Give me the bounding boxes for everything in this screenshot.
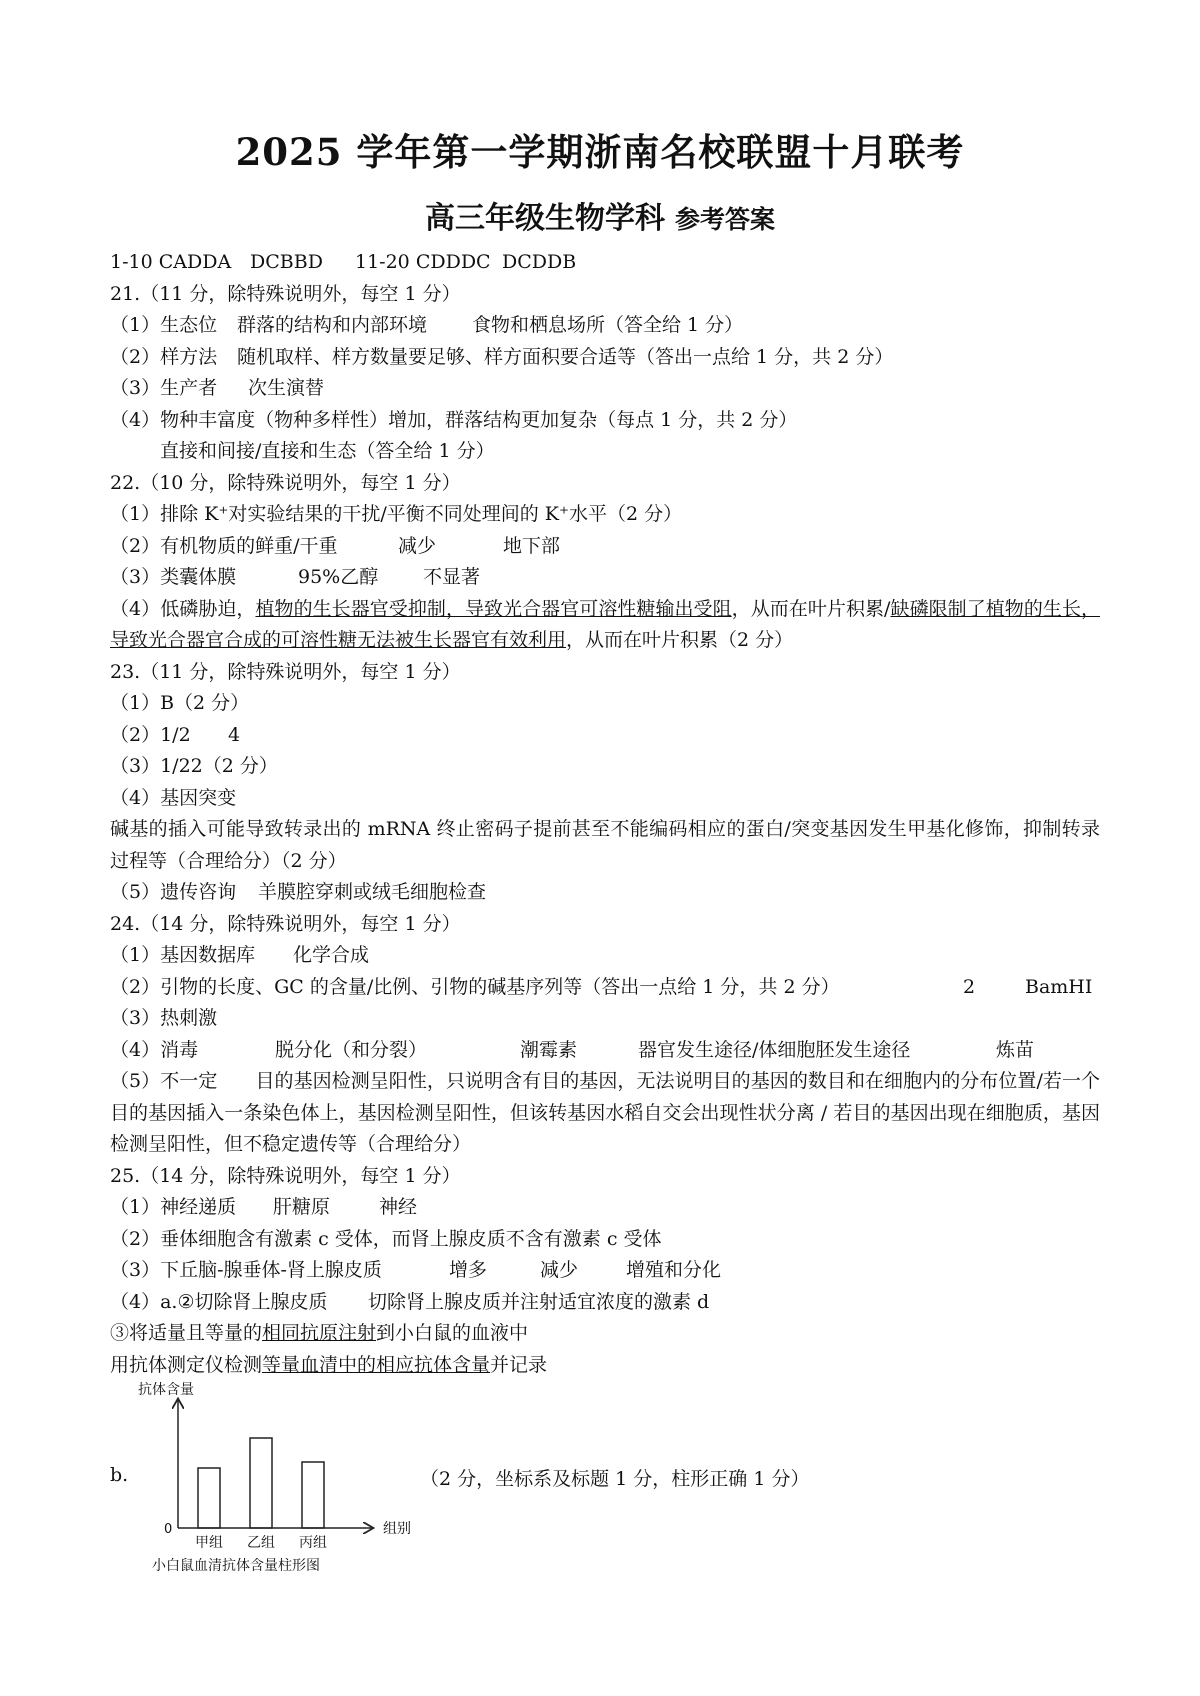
q25-p4c-b: 相同抗原注射 (262, 1322, 377, 1344)
q24-p4-a: （4）消毒 (110, 1038, 199, 1061)
q25-p4c-c: 到小白鼠的血液中 (376, 1322, 529, 1344)
q24-p2-a: （2）引物的长度、GC 的含量/比例、引物的碱基序列等（答出一点给 1 分，共 2 分） (110, 975, 840, 998)
q22-p2 (110, 531, 1100, 563)
chart-bar-3 (302, 1462, 324, 1528)
q25-p4-a: （4）a.②切除肾上腺皮质 (110, 1290, 328, 1313)
chart-origin-label: 0 (164, 1522, 173, 1537)
q24-p2-b: 2 (963, 975, 976, 998)
q22-p3-a: （3）类囊体膜 (110, 566, 237, 588)
q25-p1 (110, 1192, 1100, 1224)
chart-b-label: b. (110, 1464, 129, 1486)
q25-p1-c: 神经 (379, 1196, 418, 1218)
q22-p4-c: ，从而在叶片积累/ (731, 597, 891, 620)
chart-scoring-note: （2 分，坐标系及标题 1 分，柱形正确 1 分） (420, 1468, 810, 1490)
q22-p2-c: 地下部 (503, 534, 561, 557)
q21-p2-a: （2）样方法 (110, 345, 218, 368)
subtitle-tag: 参考答案 (674, 205, 775, 234)
q24-p4-c: 潮霉素 (520, 1038, 578, 1061)
chart-ylabel: 抗体含量 (138, 1382, 194, 1398)
q22-p4-e: ，从而在叶片积累（2 分） (566, 629, 794, 651)
q24-p2 (110, 972, 1100, 1004)
mc-answers (110, 247, 1100, 279)
q22-p4 (110, 594, 1100, 657)
q23-p5 (110, 877, 1100, 909)
q22-p3-c: 不显著 (423, 566, 481, 588)
q22-p2-b: 减少 (398, 534, 437, 557)
q24-p5: （5）不一定 目的基因检测呈阳性，只说明含有目的基因，无法说明目的基因的数目和在细胞内的分布位置/若一个目的基因插入一条染色体上，基因检测呈阳性，但该转基因水稻自交会出现性状分离 / 若目的基因出现在细胞质，基因检测呈阳性，但不稳定遗传等（合理给分） (110, 1070, 1100, 1155)
q24-p1 (110, 940, 1100, 972)
q21-p3-a: （3）生产者 (110, 377, 218, 399)
q23-p3: （3）1/22（2 分） (110, 755, 278, 777)
page-title: 2025 学年第一学期浙南名校联盟十月联考 (235, 130, 965, 174)
chart-svg (100, 1378, 430, 1578)
mc-1-5: 1-10 CADDA (110, 251, 232, 273)
q21-head: 21.（11 分，除特殊说明外，每空 1 分） (110, 282, 461, 305)
chart-category-label-3: 丙组 (299, 1535, 327, 1551)
q24-p1-a: （1）基因数据库 (110, 944, 256, 966)
q24-p4 (110, 1035, 1100, 1067)
antibody-bar-chart (100, 1378, 430, 1578)
q25-p4c (110, 1318, 1100, 1350)
chart-title: 小白鼠血清抗体含量柱形图 (152, 1558, 320, 1574)
q21-p3-b: 次生演替 (248, 377, 325, 399)
q21-p1-a: （1）生态位 (110, 314, 218, 336)
q25-p1-b: 肝糖原 (273, 1196, 331, 1218)
q23-p2-b: 4 (228, 723, 241, 746)
q23-p2 (110, 720, 1100, 752)
q21-p1-c: 食物和栖息场所（答全给 1 分） (472, 314, 744, 336)
q22-p3-b: 95%乙醇 (298, 566, 379, 588)
q25-p4d (110, 1350, 1100, 1382)
q21-p2 (110, 342, 1100, 374)
q25-p4-b: 切除肾上腺皮质并注射适宜浓度的激素 d (368, 1290, 710, 1313)
q23-p2-a: （2）1/2 (110, 723, 191, 746)
q24-p4-e: 炼苗 (996, 1038, 1035, 1061)
q25-p4c-a: ③将适量且等量的 (110, 1322, 263, 1344)
q23-p4b: 碱基的插入可能导致转录出的 mRNA 终止密码子提前甚至不能编码相应的蛋白/突变基因发生甲基化修饰，抑制转录过程等（合理给分）（2 分） (110, 818, 1100, 872)
q25-p4d-c: 并记录 (490, 1353, 548, 1376)
q22-p4-b: 植物的生长器官受抑制，导致光合器官可溶性糖输出受阻 (255, 597, 732, 620)
q25-p4d-b: 等量血清中的相应抗体含量 (262, 1353, 491, 1376)
chart-category-label-2: 乙组 (247, 1535, 275, 1551)
q25-p3-a: （3）下丘脑-腺垂体-肾上腺皮质 (110, 1259, 382, 1281)
q25-p4 (110, 1287, 1100, 1319)
q25-p3-c: 减少 (540, 1259, 579, 1281)
q25-p3-b: 增多 (449, 1259, 488, 1281)
chart-xlabel: 组别 (383, 1521, 411, 1537)
q21-p4b: 直接和间接/直接和生态（答全给 1 分） (160, 440, 495, 462)
q21-p2-b: 随机取样、样方数量要足够、样方面积要合适等（答出一点给 1 分，共 2 分） (237, 345, 894, 368)
q25-p3 (110, 1255, 1100, 1287)
q22-p4-a: （4）低磷胁迫， (110, 597, 256, 620)
q25-p3-d: 增殖和分化 (626, 1259, 722, 1281)
chart-category-label-1: 甲组 (195, 1535, 223, 1551)
mc-6-10: DCBBD (250, 251, 323, 273)
q24-p4-d: 器官发生途径/体细胞胚发生途径 (638, 1038, 911, 1061)
mc-11-15: 11-20 CDDDC (355, 251, 491, 273)
q24-p1-b: 化学合成 (293, 944, 370, 966)
q21-p1-b: 群落的结构和内部环境 (237, 314, 428, 336)
answer-content (110, 247, 1100, 1381)
q23-p4: （4）基因突变 (110, 786, 237, 809)
q25-head: 25.（14 分，除特殊说明外，每空 1 分） (110, 1164, 461, 1187)
q21-p4: （4）物种丰富度（物种多样性）增加，群落结构更加复杂（每点 1 分，共 2 分） (110, 408, 798, 431)
q21-p3 (110, 373, 1100, 405)
mc-16-20: DCDDB (502, 251, 577, 273)
q25-p1-a: （1）神经递质 (110, 1196, 237, 1218)
page-subtitle (0, 193, 1200, 237)
q22-head: 22.（10 分，除特殊说明外，每空 1 分） (110, 471, 461, 494)
q23-p1: （1）B（2 分） (110, 692, 250, 714)
q21-p1 (110, 310, 1100, 342)
q22-p1: （1）排除 K⁺对实验结果的干扰/平衡不同处理间的 K⁺水平（2 分） (110, 503, 683, 525)
q23-head: 23.（11 分，除特殊说明外，每空 1 分） (110, 660, 461, 683)
q24-p2-c: BamHI (1025, 975, 1093, 998)
q22-p2-a: （2）有机物质的鲜重/干重 (110, 534, 338, 557)
q24-p4-b: 脱分化（和分裂） (275, 1038, 428, 1061)
q25-p4d-a: 用抗体测定仪检测 (110, 1353, 263, 1376)
subtitle-main: 高三年级生物学科 (424, 201, 665, 236)
chart-bar-2 (250, 1438, 272, 1528)
q24-head: 24.（14 分，除特殊说明外，每空 1 分） (110, 912, 461, 935)
q25-p2: （2）垂体细胞含有激素 c 受体，而肾上腺皮质不含有激素 c 受体 (110, 1227, 662, 1250)
q22-p3 (110, 562, 1100, 594)
q24-p3: （3）热刺激 (110, 1007, 218, 1029)
q23-p5-a: （5）遗传咨询 (110, 881, 237, 903)
q22-p4-d: 缺磷限制了植物的生长，导致光合器官合成的可溶性糖无法被生长器官有效利用 (110, 597, 1100, 651)
chart-bar-1 (198, 1468, 220, 1528)
q23-p5-b: 羊膜腔穿刺或绒毛细胞检查 (258, 881, 487, 903)
chart-bars (195, 1438, 327, 1551)
